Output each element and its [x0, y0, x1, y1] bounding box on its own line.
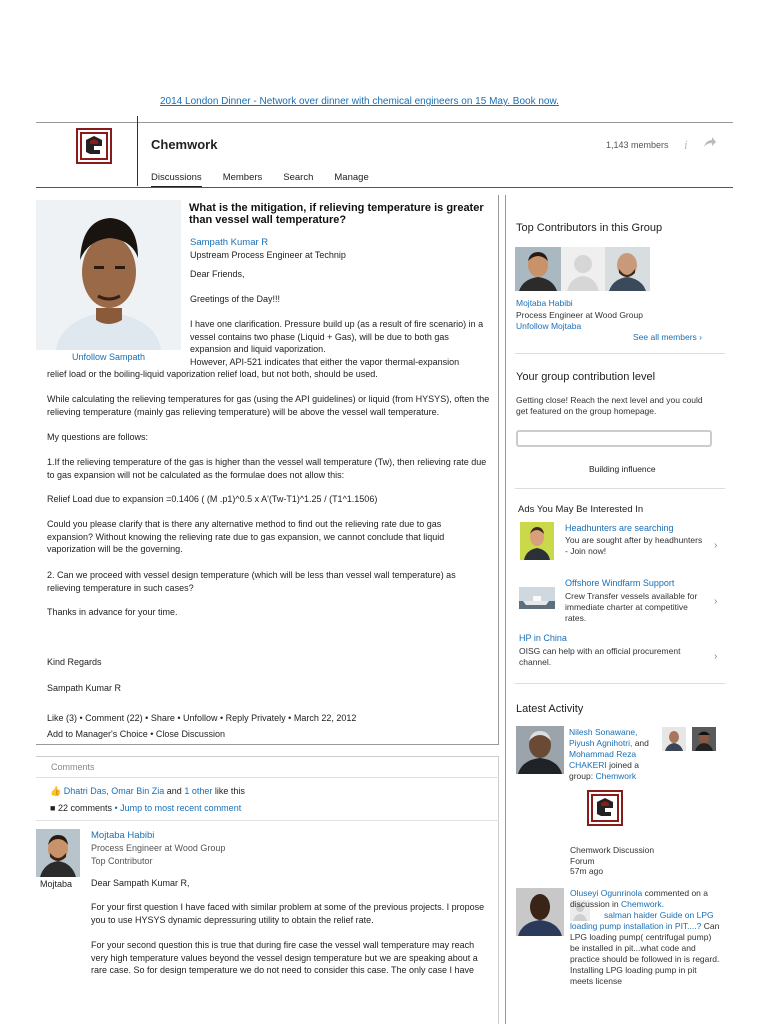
contributor-avatar-2[interactable]	[561, 247, 605, 291]
commenter-name[interactable]: Mojtaba Habibi	[91, 830, 155, 841]
post-greeting-2: Greetings of the Day!!!	[190, 294, 281, 304]
comment-list-divider	[36, 820, 499, 821]
comment-count: 22 comments	[57, 803, 112, 813]
contributor-avatar-3[interactable]	[605, 247, 650, 291]
post-paragraph-1: I have one clarification. Pressure build up (as a result of fire scenario) in a vessel contains two phase (Liquid + Gas), will be due to both gas expansion and liquid vaporization.	[190, 319, 484, 354]
post-signature: Sampath Kumar R	[47, 683, 122, 693]
tabs-divider	[36, 187, 733, 188]
commenter-title: Process Engineer at Wood Group	[91, 843, 226, 853]
post-author-title: Upstream Process Engineer at Technip	[190, 250, 346, 260]
contribution-heading: Your group contribution level	[516, 371, 656, 383]
see-all-members-link[interactable]: See all members ›	[633, 332, 702, 342]
group-name[interactable]: Chemwork	[151, 137, 218, 152]
info-icon[interactable]: i	[684, 137, 688, 152]
group-logo[interactable]	[76, 128, 112, 164]
jump-to-recent-link[interactable]: • Jump to most recent comment	[114, 803, 242, 813]
comment-count-row	[50, 803, 241, 813]
sidebar-left-border	[505, 195, 506, 1024]
likers-names[interactable]: Dhatri Das, Omar Bin Zia	[63, 786, 165, 796]
activity-1-name3[interactable]: Mohammad Reza CHAKERI	[569, 749, 637, 770]
activity-1-caption: Chemwork Discussion Forum	[570, 845, 655, 866]
activity-1-text	[569, 727, 659, 782]
comments-heading: Comments	[51, 762, 95, 772]
ad-2-image[interactable]	[519, 587, 555, 609]
tab-discussions[interactable]: Discussions	[151, 172, 202, 188]
activity-1-group-logo[interactable]	[587, 790, 623, 826]
post-right-border	[498, 195, 499, 745]
comment-paragraph-2: For your second question this is true that during fire case the vessel wall temperature may reach very high temperature values beyond the vessel design temperature but we are speaking about a rare case. So for design temperature we do not need to consider this case. The only case I have	[91, 940, 478, 975]
share-arrow-icon[interactable]	[703, 136, 717, 150]
ad-1-image[interactable]	[520, 522, 554, 560]
post-paragraph-2: While calculating the relieving temperatures for gas (using the API guidelines) or liquid (from HYSYS), often the relieving temperature (mainly gas relieving temperature) will be above the vessel wall temperature.	[47, 394, 490, 417]
ads-heading: Ads You May Be Interested In	[518, 504, 644, 515]
tab-search[interactable]: Search	[283, 172, 314, 183]
contributor-title: Process Engineer at Wood Group	[516, 310, 643, 320]
contribution-level-label: Building influence	[589, 464, 656, 474]
ad-2-title[interactable]: Offshore Windfarm Support	[565, 578, 675, 588]
activity-1-thumb-1[interactable]	[662, 727, 686, 751]
post-bottom-border	[36, 744, 499, 745]
activity-1-time: 57m ago	[570, 866, 604, 876]
tab-manage[interactable]: Manage	[334, 172, 369, 183]
commenter-avatar[interactable]	[36, 829, 80, 877]
likes-and: and	[166, 786, 182, 796]
comments-top-divider	[36, 756, 499, 757]
post-author-name[interactable]: Sampath Kumar R	[190, 237, 269, 248]
member-count[interactable]: 1,143 members	[606, 140, 669, 150]
unfollow-contributor-link[interactable]: Unfollow Mojtaba	[516, 321, 582, 331]
post-formula: Relief Load due to expansion =0.1406 ( (M .p1)^0.5 x A'(Tw-T1)^1.25 / (T1^1.1506)	[47, 494, 378, 504]
activity-1-action: joined a group:	[569, 760, 639, 781]
ad-1-chevron-icon[interactable]: ›	[714, 540, 718, 551]
post-actions[interactable]: Like (3) • Comment (22) • Share • Unfollow • Reply Privately • March 22, 2012	[47, 713, 357, 723]
activity-1-thumb-2[interactable]	[692, 727, 716, 751]
latest-activity-heading: Latest Activity	[516, 703, 584, 715]
promo-link[interactable]: 2014 London Dinner - Network over dinner with chemical engineers on 15 May. Book now.	[160, 96, 559, 107]
ad-3-text: OISG can help with an official procurement channel.	[519, 646, 681, 667]
activity-2-name[interactable]: Oluseyi Ogunrinola	[570, 888, 643, 898]
ad-2-chevron-icon[interactable]: ›	[714, 596, 718, 607]
unfollow-author-link[interactable]: Unfollow Sampath	[72, 352, 146, 362]
commenter-short-name: Mojtaba	[40, 879, 73, 889]
activity-2-detail	[570, 910, 722, 987]
contribution-progress-bar	[516, 430, 712, 447]
chemwork-logo-small-icon	[591, 794, 619, 822]
sidebar-divider-1	[515, 353, 725, 354]
comment-salutation: Dear Sampath Kumar R,	[91, 878, 190, 888]
post-manager-actions[interactable]: Add to Manager's Choice • Close Discussion	[47, 729, 225, 739]
likers-other[interactable]: 1 other	[184, 786, 213, 796]
activity-2-text	[570, 888, 722, 910]
likes-row	[50, 786, 245, 797]
sidebar-divider-2	[515, 488, 725, 489]
likes-suffix: like this	[214, 786, 245, 796]
activity-1-names[interactable]: Nilesh Sonawane, Piyush Agnihotri,	[569, 727, 638, 748]
group-tabs	[151, 172, 390, 188]
top-contributors-heading: Top Contributors in this Group	[516, 222, 663, 234]
chemwork-logo-icon	[80, 132, 108, 160]
activity-2-avatar[interactable]	[516, 888, 564, 936]
comments-heading-divider	[36, 777, 499, 778]
header-vertical-divider	[137, 116, 138, 186]
comments-right-border	[498, 756, 499, 1024]
contribution-text: Getting close! Reach the next level and you could get featured on the group homepage.	[516, 395, 703, 416]
activity-1-and: and	[634, 738, 649, 748]
activity-1-avatar[interactable]	[516, 726, 564, 774]
contributor-avatar-1[interactable]	[515, 247, 561, 291]
comment-bubble-icon: ■	[50, 803, 56, 813]
activity-2-snippet: Can LPG loading pump( centrifugal pump) be installed in pit...what code and practice should be followed in is regard. Installing LPG loading pump in pit meets license	[570, 921, 720, 986]
post-paragraph-1b-line-2: relief load or the boiling-liquid vaporization relief load, but not both, should be used.	[47, 369, 378, 379]
tab-members[interactable]: Members	[222, 172, 263, 183]
commenter-role: Top Contributor	[91, 856, 153, 866]
discussion-title: What is the mitigation, if relieving temperature is greater than vessel wall temperature?	[189, 202, 484, 226]
post-paragraph-4: 1.If the relieving temperature of the gas is higher than the vessel wall temperature (Tw), then relieving rate due to gas expansion will not be calculated as the formulae does not allow this:	[47, 457, 487, 480]
contributor-name[interactable]: Mojtaba Habibi	[516, 298, 573, 308]
post-paragraph-6: Could you please clarify that is there any alternative method to find out the relieving rate due to gas expansion? Without knowing the relieving rate due to gas expansion, we cannot conclude that liquid vaporization will be the governing.	[47, 519, 445, 554]
ad-2-text: Crew Transfer vessels available for immediate charter at competitive rates.	[565, 591, 698, 623]
comment-paragraph-1: For your first question I have faced with similar problem at some of the previous projects. I propose you to use HYSYS dynamic depressuring utility to obtain the relief rate.	[91, 902, 485, 925]
activity-1-group[interactable]: Chemwork	[595, 771, 637, 781]
post-regards: Kind Regards	[47, 657, 102, 667]
sidebar-divider-3	[515, 683, 725, 684]
activity-2-action: commented on a discussion in	[570, 888, 708, 909]
ad-3-title[interactable]: HP in China	[519, 633, 567, 643]
author-photo[interactable]	[36, 200, 181, 350]
post-greeting: Dear Friends,	[190, 269, 245, 279]
activity-2-discussion-link[interactable]: salman haider Guide on LPG loading pump installation in PIT....?	[570, 910, 714, 931]
post-paragraph-1b-line-1: However, API-521 indicates that either the vapor thermal-expansion	[190, 357, 460, 367]
post-thanks: Thanks in advance for your time.	[47, 607, 178, 617]
ad-1-title[interactable]: Headhunters are searching	[565, 523, 674, 533]
activity-2-group[interactable]: Chemwork.	[621, 899, 665, 909]
post-paragraph-3: My questions are follows:	[47, 432, 149, 442]
thumbs-up-icon: 👍	[50, 786, 62, 796]
header-top-divider	[36, 122, 733, 123]
post-paragraph-7: 2. Can we proceed with vessel design temperature (which will be less than vessel wall temperature) as relieving temperature in such cases?	[47, 570, 456, 593]
ad-3-chevron-icon[interactable]: ›	[714, 651, 718, 662]
ad-1-text: You are sought after by headhunters - Join now!	[565, 535, 703, 556]
